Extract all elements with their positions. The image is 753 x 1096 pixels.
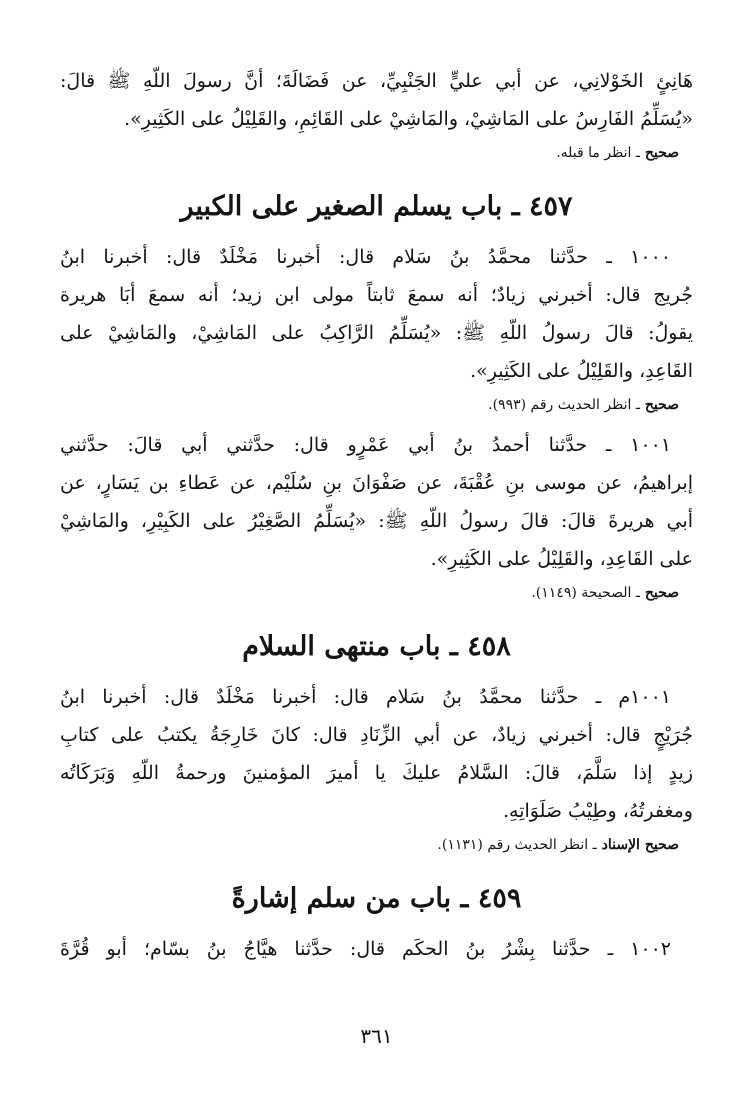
text-line: جُريج قال: أخبرني زيادٌ؛ أنه سمعَ ثابتاً مولى ابن زيد؛ أنه سمعَ أبَا هريرة	[60, 284, 693, 306]
text-line: القَاعِدِ، والقَلِيْلُ على الكَثِيرِ».	[470, 360, 693, 382]
text-line: إبراهيمُ، عن موسى بنِ عُقْبَةَ، عن صَفْوَانَ بنِ سُلَيْم، عن عَطاءِ بن يَسَارٍ، عن	[60, 472, 693, 494]
grade-reference: ـ الصحيحة (١١٤٩).	[531, 585, 640, 601]
grade-label: صحيح	[644, 145, 679, 161]
grade-reference: ـ انظر الحديث رقم (٩٩٣).	[488, 397, 640, 413]
text-line: زيدٍ إذا سَلَّمَ، قالَ: السَّلامُ عليكَ يا أميرَ المؤمنينَ ورحمةُ اللّهِ وَبَرَكَاتُه	[60, 762, 693, 784]
text-line: أبي هريرةَ قالَ: قالَ رسولُ اللّهِ ﷺ: «يُسَلِّمُ الصَّغِيْرُ على الكَبِيْرِ، والمَاشِيْ	[60, 510, 693, 532]
hadith-1001	[60, 426, 693, 608]
grade-note	[60, 578, 693, 608]
text-line: جُرَيْجٍ قال: أخبرني زيادٌ، عن أبي الزِّنَادِ قال: كانَ خَارِجَةُ يكتبُ على كتابِ	[60, 724, 693, 746]
text-line: يقولُ: قالَ رسولُ اللّهِ ﷺ: «يُسَلِّمُ الرَّاكِبُ على المَاشِيْ، والمَاشِيْ على	[60, 322, 693, 344]
text-line: ومغفرتُهُ، وطِيْبُ صَلَوَاتِهِ.	[502, 800, 693, 822]
hadith-1002	[60, 930, 693, 968]
grade-label: صحيح	[644, 397, 679, 413]
grade-note	[60, 390, 693, 420]
text-line: هَانِئٍ الخَوْلانِي، عن أبي عليٍّ الجَنْبِيِّ، عن فَضَالَةَ؛ أنَّ رسولَ اللّهِ ﷺ قالَ:	[60, 70, 693, 92]
text-line: ١٠٠٠ ـ حدَّثنا محمَّدُ بنُ سَلام قال: أخبرنا مَخْلَدٌ قال: أخبرنا ابنُ	[60, 246, 671, 268]
chapter-heading: ٤٥٩ ـ باب من سلم إشارةً	[231, 883, 522, 914]
grade-label: صحيح الإسناد	[601, 837, 679, 853]
text-line: ١٠٠٢ ـ حدَّثنا بِشْرُ بنُ الحكَم قال: حدَّثنا هيَّاجُ بنُ بسّام؛ أبو قُرَّةَ	[60, 938, 671, 960]
chapter-heading: ٤٥٨ ـ باب منتهى السلام	[242, 631, 511, 662]
chapter-heading: ٤٥٧ ـ باب يسلم الصغير على الكبير	[180, 191, 573, 222]
page-number: ٣٦١	[360, 1024, 393, 1048]
hadith-1000	[60, 238, 693, 420]
grade-note	[60, 138, 693, 168]
text-line: على القَاعِدِ، والقَلِيْلُ على الكَثِيرِ».	[430, 548, 693, 570]
text-line: «يُسَلِّمُ الفَارِسُ على المَاشِيْ، والمَاشِيْ على القَائِمِ، والقَلِيْلُ على الكَثِيرِ».	[124, 108, 693, 130]
grade-reference: ـ انظر ما قبله.	[556, 145, 640, 161]
hadith-1001m	[60, 678, 693, 860]
hadith-continuation	[60, 62, 693, 168]
text-line: ١٠٠١ ـ حدَّثنا أحمدُ بنُ أبي عَمْرٍو قال: حدَّثني أبي قالَ: حدَّثني	[60, 434, 671, 456]
text-line: ١٠٠١م ـ حدَّثنا محمَّدُ بنُ سَلام قال: أخبرنا مَخْلَدٌ قال: أخبرنا ابنُ	[60, 686, 671, 708]
grade-note	[60, 830, 693, 860]
grade-reference: ـ انظر الحديث رقم (١١٣١).	[437, 837, 597, 853]
grade-label: صحيح	[644, 585, 679, 601]
